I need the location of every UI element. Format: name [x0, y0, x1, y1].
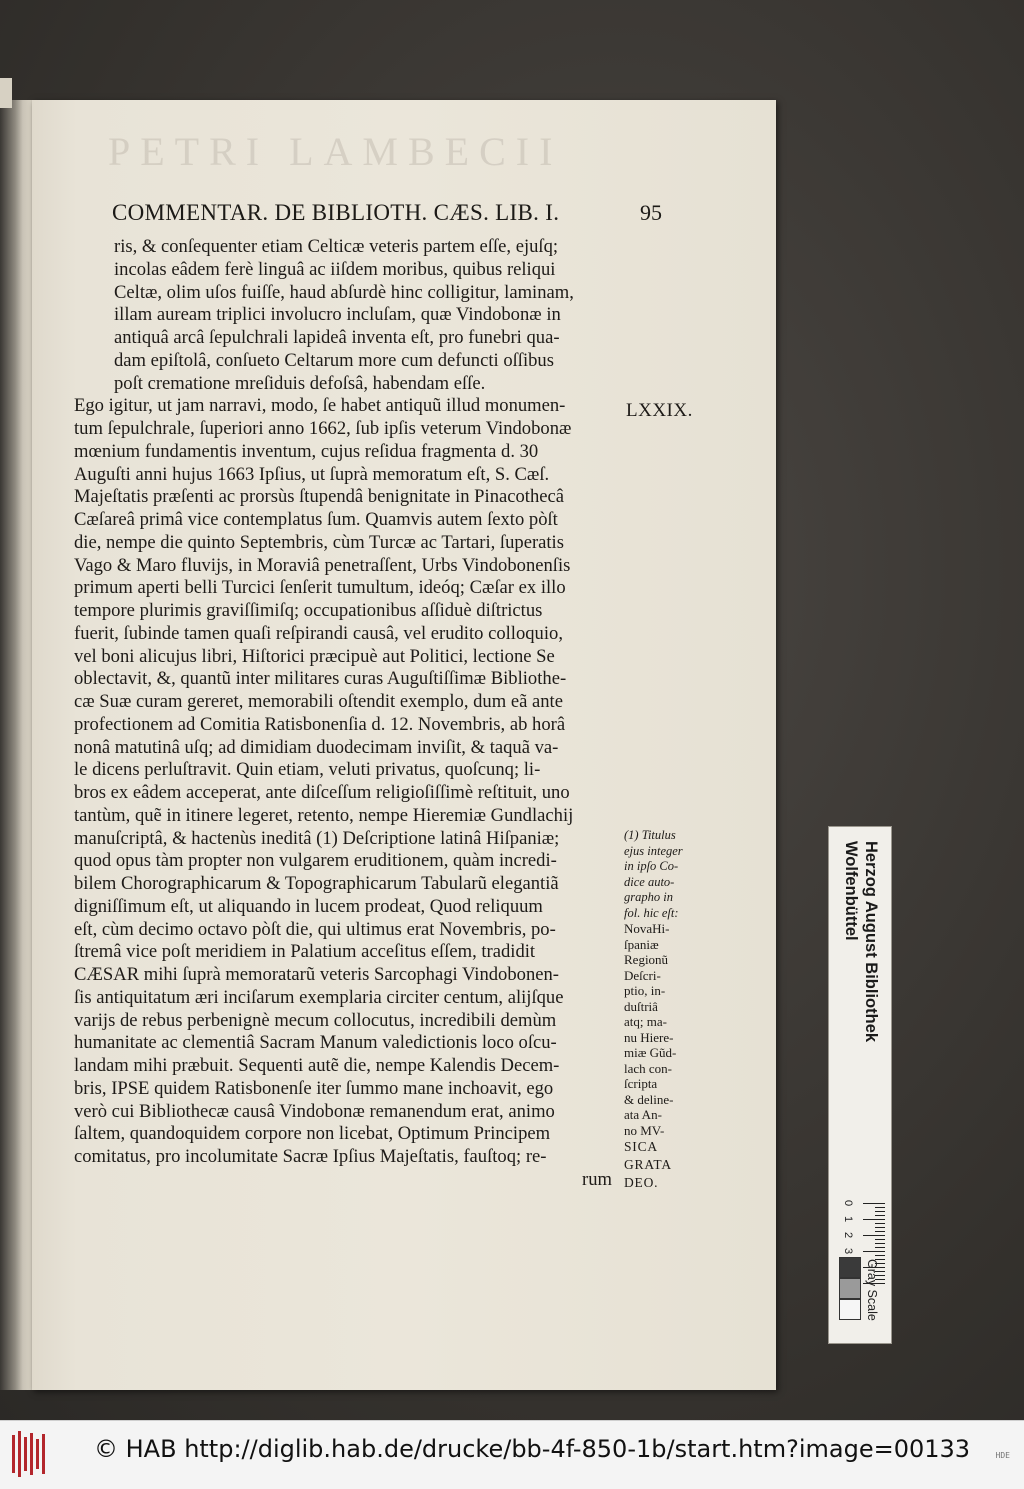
- text-line: poſt crematione mreſiduis defoſsâ, habendam eſſe.: [114, 372, 486, 394]
- text-line: tum ſepulchrale, ſuperiori anno 1662, ſub ipſis veterum Vindobonæ: [74, 418, 572, 439]
- marginal-line: DEO.: [624, 1175, 659, 1190]
- ruler-scale-label: 2: [842, 1231, 855, 1239]
- ruler-scale-label: 0: [842, 1199, 855, 1207]
- text-line: Celtæ, olim uſos fuiſſe, haud abſurdè hinc colligitur, laminam,: [114, 281, 574, 303]
- text-line: digniſſimum eſt, ut aliquando in lucem prodeat, Quod reliquum: [74, 895, 543, 917]
- text-line: bros ex eâdem acceperat, ante diſceſſum religioſiſſimè reſtituit, uno: [74, 782, 570, 803]
- text-line: Ego igitur, ut jam narravi, modo, ſe habet antiquũ illud monumen-: [74, 395, 566, 417]
- text-line: Vago & Maro fluvijs, in Moraviâ penetraſſent, Urbs Vindobonenſis: [74, 554, 571, 576]
- marginal-line: in ipſo Co-: [624, 859, 679, 873]
- ruler-tick: [875, 1227, 885, 1228]
- text-line: CÆSAR mihi ſuprà memoratarũ veteris Sarcophagi Vindobonen-: [74, 964, 559, 985]
- marginal-line: SICA: [624, 1139, 658, 1154]
- text-line: cæ Suæ curam gereret, memorabili oſtendit exemplo, dum eã ante: [74, 691, 563, 712]
- ruler-tick: [863, 1203, 885, 1204]
- gray-scale-cells: [839, 1257, 861, 1321]
- text-line: verò cui Bibliothecæ causâ Vindobonæ remanendum erat, animo: [74, 1100, 555, 1122]
- ruler-label: [841, 841, 881, 1181]
- main-text-block: [74, 236, 634, 1192]
- marginal-line: fol. hic eſt:: [624, 905, 679, 920]
- marginal-note: [624, 828, 704, 1192]
- ruler-institution: Herzog August Bibliothek: [862, 841, 880, 1043]
- text-line: antiquâ arcâ ſepulchrali lapideâ inventa eſt, pro funebri qua-: [114, 327, 560, 348]
- text-line: ſtremâ vice poſt meridiem in Palatium acceſitus eſſem, tradidit: [74, 941, 536, 963]
- marginal-line: & deline-: [624, 1091, 674, 1107]
- text-line: tempore plurimis graviſſimiſq; occupationibus aſſiduè diſtrictus: [74, 600, 543, 621]
- gray-cell-light: [839, 1299, 861, 1320]
- text-line: oblectavit, &, quantũ inter militares curas Auguſtiſſimæ Bibliothe-: [74, 668, 567, 690]
- text-line: fuerit, ſubinde tamen quaſi reſpirandi causâ, vel erudito colloquio,: [74, 622, 563, 644]
- ruler-tick: [875, 1255, 885, 1256]
- text-line: dam epiſtolâ, conſueto Celtarum more cum defuncti oſſibus: [114, 349, 554, 371]
- marginal-line: no MV-: [624, 1122, 665, 1138]
- ruler-tick: [875, 1223, 885, 1224]
- ruler-tick: [875, 1215, 885, 1216]
- section-number: LXXIX.: [626, 400, 693, 421]
- page-corner-edge: [0, 78, 12, 108]
- hab-logo-icon: [12, 1431, 46, 1477]
- ruler-tick: [863, 1219, 885, 1220]
- footer-copyright-link[interactable]: © HAB http://diglib.hab.de/drucke/bb-4f-850-1b/start.htm?image=00133: [94, 1435, 971, 1463]
- header-title: COMMENTAR. DE BIBLIOTH. CÆS. LIB. I.: [112, 200, 560, 225]
- text-line: vel boni alicujus libri, Hiſtorici præcipuè aut Politici, lectione Se: [74, 645, 555, 667]
- text-line: profectionem ad Comitia Ratisbonenſia d. 12. Novembris, ab horâ: [74, 713, 566, 735]
- page-number: 95: [640, 200, 662, 225]
- text-line: Cæſareâ primâ vice contemplatus ſum. Quamvis autem ſexto pòſt: [74, 509, 558, 530]
- ruler-tick: [875, 1243, 885, 1244]
- ruler-tick: [863, 1235, 885, 1236]
- text-line: varijs de rebus perbenignè mecum collocutus, incredibili demùm: [74, 1009, 557, 1031]
- ruler-scale-label: 1: [842, 1215, 855, 1223]
- gray-scale-label: Gray Scale: [865, 1259, 879, 1321]
- text-line: bris, IPSE quidem Ratisbonenſe iter ſummo mane inchoavit, ego: [74, 1077, 554, 1099]
- marginal-line: grapho in: [624, 890, 673, 904]
- ruler-tick: [875, 1247, 885, 1248]
- marginal-line: Regionũ: [624, 952, 669, 967]
- ruler-tick: [875, 1211, 885, 1212]
- marginal-line: Deſcri-: [624, 967, 661, 983]
- text-line: comitatus, pro incolumitate Sacræ Ipſius Majeſtatis, fauſtoq; re-: [74, 1146, 547, 1167]
- text-line: ris, & conſequenter etiam Celticæ veteris partem eſſe, ejuſq;: [114, 236, 559, 257]
- text-line: eſt, cùm decimo octavo pòſt die, qui ultimus erat Novembris, po-: [74, 918, 556, 940]
- bleed-through-text: PETRI LAMBECII: [108, 129, 563, 174]
- gray-cell-mid: [839, 1278, 861, 1299]
- marginal-line: nu Hiere-: [624, 1029, 674, 1045]
- footer-bar: [0, 1420, 1024, 1489]
- ruler-scale-label: 3: [842, 1247, 855, 1255]
- marginal-line: ptio, in-: [624, 983, 666, 998]
- text-line: landam mihi præbuit. Sequenti autẽ die, nempe Kalendis Decem-: [74, 1055, 560, 1076]
- marginal-line: atq; ma-: [624, 1014, 667, 1029]
- text-line: quod opus tàm propter non vulgarem eruditionem, quàm incredi-: [74, 850, 557, 872]
- ruler-city: Wolfenbüttel: [842, 841, 860, 941]
- text-line: ſis antiquitatum æri inciſarum exemplaria circiter centum, alijſque: [74, 986, 564, 1008]
- text-line: le dicens perluſtravit. Quin etiam, veluti privatus, quoſcunq; li-: [74, 759, 541, 781]
- marginal-line: GRATA: [624, 1157, 672, 1172]
- catchword: rum: [582, 1168, 612, 1190]
- gray-cell-dark: [839, 1257, 861, 1278]
- marginal-line: miæ Gũd-: [624, 1045, 677, 1060]
- text-line: humanitate ac clementiâ Sacram Manum valedictionis loco oſcu-: [74, 1032, 557, 1054]
- marginal-line: ejus integer: [624, 843, 683, 858]
- ruler-tick: [875, 1207, 885, 1208]
- marginal-line: NovaHi-: [624, 921, 670, 936]
- running-header: [112, 200, 712, 234]
- text-line: incolas eâdem ferè linguâ ac iiſdem moribus, quibus reliqui: [114, 258, 556, 280]
- color-ruler: [828, 826, 892, 1344]
- marginal-line: dice auto-: [624, 874, 675, 889]
- ruler-tick: [875, 1239, 885, 1240]
- marginal-line: duſtriâ: [624, 998, 658, 1014]
- text-line: die, nempe die quinto Septembris, cùm Turcæ ac Tartari, ſuperatis: [74, 531, 564, 553]
- text-line: tantùm, quẽ in itinere legeret, retento, nempe Hieremiæ Gundlachij: [74, 804, 574, 826]
- text-line: ſaltem, quandoquidem corpore non licebat, Optimum Principem: [74, 1123, 551, 1145]
- text-line: bilem Chorographicarum & Topographicarum Tabularũ elegantiã: [74, 873, 559, 894]
- text-line: primum aperti belli Turcici ſenſerit tumultum, ideóq; Cæſar ex illo: [74, 577, 566, 599]
- footer-mini-text: HDE: [995, 1451, 1010, 1460]
- text-line: illam auream triplici involucro incluſam, quæ Vindobonæ in: [114, 304, 561, 326]
- text-line: mœnium fundamentis inventum, cujus reſidua fragmenta d. 30: [74, 440, 539, 462]
- marginal-line: ata An-: [624, 1107, 662, 1122]
- text-line: manuſcriptâ, & hactenùs ineditâ (1) Deſcriptione latinâ Hiſpaniæ;: [74, 827, 560, 849]
- text-line: Auguſti anni hujus 1663 Ipſius, ut ſuprà memoratum eſt, S. Cæſ.: [74, 463, 550, 485]
- marginal-line: ſcripta: [624, 1076, 658, 1091]
- text-line: Majeſtatis præſenti ac prorsùs ſtupendâ benignitate in Pinacothecâ: [74, 486, 565, 508]
- marginal-line: lach con-: [624, 1060, 673, 1076]
- text-line: nonâ matutinâ uſq; ad dimidiam duodecimam inviſit, & taquã va-: [74, 736, 559, 758]
- marginal-line: ſpaniæ: [624, 936, 659, 952]
- marginal-line: (1) Titulus: [624, 828, 676, 842]
- ruler-tick: [863, 1251, 885, 1252]
- ruler-tick: [875, 1231, 885, 1232]
